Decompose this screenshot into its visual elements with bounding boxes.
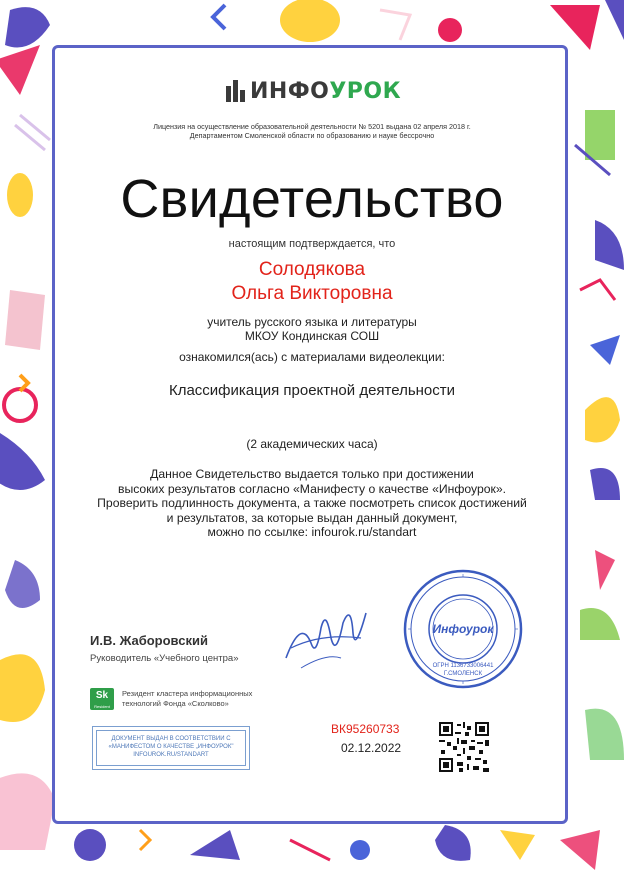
- recipient-surname: Солодякова: [258, 259, 366, 280]
- notice-text: [60, 467, 564, 540]
- position-line-1: учитель русского языка и литературы: [207, 315, 417, 329]
- infourok-logo: [226, 78, 401, 104]
- document-id: ВК95260733: [331, 722, 400, 736]
- license-line-1: Лицензия на осуществление образовательной деятельности № 5201 выдана 02 апреля 2018 г.: [153, 122, 471, 131]
- confirm-text: настоящим подтверждается, что: [228, 238, 396, 250]
- logo-icon: [226, 80, 246, 102]
- license-line-2: Департаментом Смоленской области по образованию и науке бессрочно: [189, 131, 435, 140]
- company-seal: [402, 568, 524, 690]
- skolkovo-line-1: Резидент кластера информационных: [122, 689, 253, 698]
- skolkovo-badge: [90, 688, 114, 710]
- logo-text-part2: УРОК: [329, 78, 402, 104]
- document-date: 02.12.2022: [341, 741, 402, 755]
- manifest-line-2: «МАНИФЕСТОМ О КАЧЕСТВЕ „ИНФОУРОК": [108, 744, 234, 750]
- notice-line-5: можно по ссылке: infourok.ru/standart: [207, 525, 417, 539]
- skolkovo-badge-letters: Sk: [95, 690, 109, 701]
- recipient-name: [60, 258, 564, 306]
- manifest-stamp-inner: [96, 730, 246, 766]
- acquainted-text: ознакомился(ась) с материалами видеолекции:: [179, 350, 445, 364]
- course-title: Классификация проектной деятельности: [168, 382, 456, 399]
- notice-line-4: и результатов, за которые выдан данный документ,: [166, 510, 458, 525]
- signer-name: И.В. Жаборовский: [90, 633, 208, 648]
- notice-line-1: Данное Свидетельство выдается только при достижении: [150, 467, 474, 481]
- skolkovo-badge-small: Resident: [94, 704, 110, 709]
- signature: [281, 598, 371, 673]
- qr-code: [439, 722, 489, 772]
- license-text: [120, 122, 504, 140]
- skolkovo-line-2: технологий Фонда «Сколково»: [122, 699, 229, 708]
- logo-text-part1: ИНФО: [250, 78, 330, 104]
- manifest-line-3: INFOUROK.RU/STANDART: [133, 752, 209, 758]
- notice-line-3: Проверить подлинность документа, а также посмотреть список достижений: [97, 496, 527, 510]
- skolkovo-text: [122, 689, 272, 709]
- manifest-line-1: ДОКУМЕНТ ВЫДАН В СООТВЕТСТВИИ С: [111, 736, 231, 742]
- seal-city: Г.СМОЛЕНСК: [443, 671, 483, 677]
- signer-role: Руководитель «Учебного центра»: [90, 653, 239, 664]
- hours-text: (2 академических часа): [246, 437, 378, 451]
- manifest-stamp-box: [92, 726, 250, 770]
- notice-line-2: высоких результатов согласно «Манифесту о качестве «Инфоурок».: [117, 481, 507, 496]
- position-line-2: МКОУ Кондинская СОШ: [244, 329, 380, 343]
- certificate-title: Свидетельство: [120, 169, 504, 229]
- seal-ogrn: ОГРН 1136733006441: [432, 663, 494, 669]
- recipient-given-name: Ольга Викторовна: [231, 283, 393, 304]
- seal-center-text: Инфоурок: [432, 622, 494, 636]
- recipient-position: [60, 315, 564, 343]
